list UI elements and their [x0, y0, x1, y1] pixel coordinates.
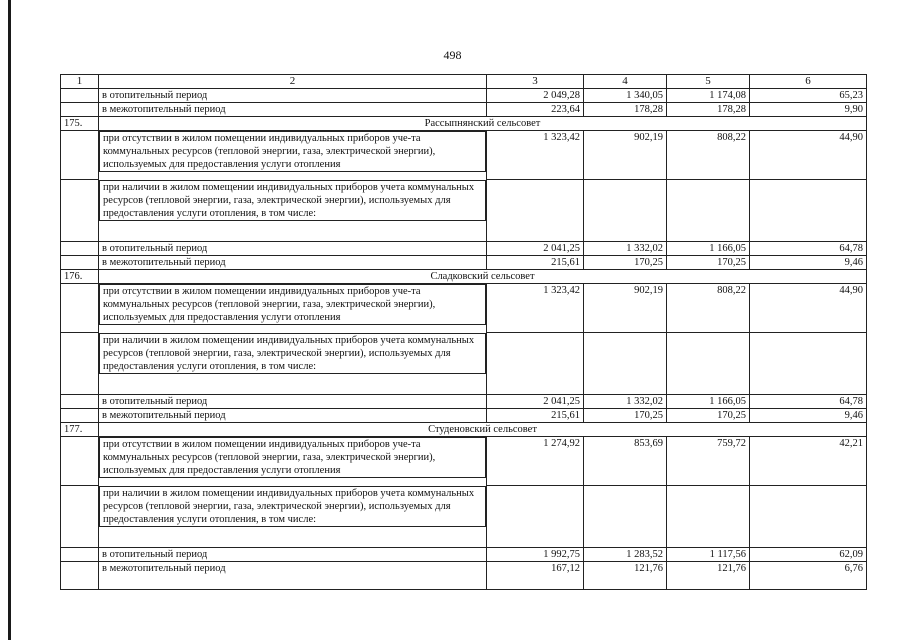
row-index-cell	[61, 131, 99, 180]
value-col-6	[750, 486, 867, 548]
table-row	[61, 180, 867, 242]
table-row	[61, 284, 867, 333]
table-row	[61, 486, 867, 548]
header-col-3: 3	[487, 75, 584, 89]
header-col-5: 5	[667, 75, 750, 89]
row-index-cell	[61, 89, 99, 103]
row-index-cell	[61, 284, 99, 333]
settlement-name: Рассыпнянский сельсовет	[99, 117, 867, 131]
value-col-4	[584, 180, 667, 242]
value-col-3	[487, 333, 584, 395]
table-row	[61, 437, 867, 486]
value-col-4: 121,76	[584, 562, 667, 590]
value-col-6: 42,21	[750, 437, 867, 486]
row-label: в межотопительный период	[99, 562, 487, 590]
table-row	[61, 270, 867, 284]
value-col-5: 808,22	[667, 284, 750, 333]
value-col-4: 853,69	[584, 437, 667, 486]
header-col-2: 2	[99, 75, 487, 89]
value-col-3: 223,64	[487, 103, 584, 117]
value-col-6: 65,23	[750, 89, 867, 103]
value-col-3: 215,61	[487, 256, 584, 270]
value-col-5	[667, 486, 750, 548]
scan-edge-line	[8, 0, 11, 640]
table-row	[61, 562, 867, 590]
value-col-3: 167,12	[487, 562, 584, 590]
value-col-5: 1 117,56	[667, 548, 750, 562]
value-col-6	[750, 333, 867, 395]
value-col-6: 9,90	[750, 103, 867, 117]
value-col-5	[667, 333, 750, 395]
value-col-3: 2 049,28	[487, 89, 584, 103]
settlement-name: Студеновский сельсовет	[99, 423, 867, 437]
row-index-cell	[61, 548, 99, 562]
table-row	[61, 333, 867, 395]
row-label: в межотопительный период	[99, 409, 487, 423]
value-col-6: 44,90	[750, 131, 867, 180]
value-col-3: 1 323,42	[487, 131, 584, 180]
row-index-cell	[61, 437, 99, 486]
value-col-3: 1 274,92	[487, 437, 584, 486]
header-col-6: 6	[750, 75, 867, 89]
value-col-3	[487, 486, 584, 548]
page-number: 498	[443, 48, 462, 62]
value-col-4: 902,19	[584, 131, 667, 180]
row-index-cell	[61, 395, 99, 409]
value-col-4: 1 340,05	[584, 89, 667, 103]
value-col-6: 64,78	[750, 395, 867, 409]
value-col-4: 170,25	[584, 409, 667, 423]
row-description: при наличии в жилом помещении индивидуальных приборов учета коммунальных ресурсов (тепловой энергии, газа, электрической энергии), используемых для предоставления услуги отопления, в том числе:	[99, 486, 486, 527]
value-col-4: 902,19	[584, 284, 667, 333]
table-row	[61, 242, 867, 256]
value-col-3: 1 992,75	[487, 548, 584, 562]
value-col-3: 2 041,25	[487, 395, 584, 409]
row-description: при отсутствии в жилом помещении индивидуальных приборов уче-та коммунальных ресурсов (тепловой энергии, газа, электрической энергии), используемых для предоставления услуги отопления	[99, 437, 486, 478]
value-col-5: 1 174,08	[667, 89, 750, 103]
row-description: при наличии в жилом помещении индивидуальных приборов учета коммунальных ресурсов (тепловой энергии, газа, электрической энергии), используемых для предоставления услуги отопления, в том числе:	[99, 180, 486, 221]
row-index: 177.	[61, 423, 99, 437]
row-index-cell	[61, 333, 99, 395]
value-col-5: 121,76	[667, 562, 750, 590]
value-col-4: 1 332,02	[584, 242, 667, 256]
table-row	[61, 256, 867, 270]
table-header	[61, 75, 867, 89]
row-index-cell	[61, 409, 99, 423]
value-col-4: 178,28	[584, 103, 667, 117]
value-col-5: 178,28	[667, 103, 750, 117]
value-col-6: 62,09	[750, 548, 867, 562]
settlement-name: Сладковский сельсовет	[99, 270, 867, 284]
value-col-4	[584, 486, 667, 548]
table-body	[61, 89, 867, 590]
row-index: 175.	[61, 117, 99, 131]
value-col-6: 9,46	[750, 256, 867, 270]
table-row	[61, 548, 867, 562]
table-row	[61, 89, 867, 103]
header-col-4: 4	[584, 75, 667, 89]
row-description: при отсутствии в жилом помещении индивидуальных приборов уче-та коммунальных ресурсов (тепловой энергии, газа, электрической энергии), используемых для предоставления услуги отопления	[99, 131, 486, 172]
value-col-4: 170,25	[584, 256, 667, 270]
table-row	[61, 103, 867, 117]
value-col-6: 64,78	[750, 242, 867, 256]
table-row	[61, 423, 867, 437]
row-description: при отсутствии в жилом помещении индивидуальных приборов уче-та коммунальных ресурсов (тепловой энергии, газа, электрической энергии), используемых для предоставления услуги отопления	[99, 284, 486, 325]
table-row	[61, 409, 867, 423]
row-label: в межотопительный период	[99, 256, 487, 270]
value-col-6	[750, 180, 867, 242]
value-col-3: 1 323,42	[487, 284, 584, 333]
value-col-5: 808,22	[667, 131, 750, 180]
row-label: в отопительный период	[99, 395, 487, 409]
row-index: 176.	[61, 270, 99, 284]
tariff-table	[60, 74, 867, 590]
value-col-5	[667, 180, 750, 242]
value-col-5: 1 166,05	[667, 395, 750, 409]
row-label: в отопительный период	[99, 548, 487, 562]
header-col-1: 1	[61, 75, 99, 89]
value-col-5: 759,72	[667, 437, 750, 486]
row-index-cell	[61, 256, 99, 270]
value-col-3: 215,61	[487, 409, 584, 423]
table-row	[61, 395, 867, 409]
row-description: при наличии в жилом помещении индивидуальных приборов учета коммунальных ресурсов (тепловой энергии, газа, электрической энергии), используемых для предоставления услуги отопления, в том числе:	[99, 333, 486, 374]
value-col-3	[487, 180, 584, 242]
value-col-3: 2 041,25	[487, 242, 584, 256]
value-col-5: 170,25	[667, 409, 750, 423]
row-label: в отопительный период	[99, 242, 487, 256]
row-label: в межотопительный период	[99, 103, 487, 117]
row-label: в отопительный период	[99, 89, 487, 103]
row-index-cell	[61, 180, 99, 242]
table-row	[61, 117, 867, 131]
value-col-4: 1 332,02	[584, 395, 667, 409]
row-index-cell	[61, 242, 99, 256]
value-col-6: 9,46	[750, 409, 867, 423]
value-col-6: 44,90	[750, 284, 867, 333]
table-row	[61, 131, 867, 180]
value-col-6: 6,76	[750, 562, 867, 590]
value-col-5: 1 166,05	[667, 242, 750, 256]
value-col-5: 170,25	[667, 256, 750, 270]
row-index-cell	[61, 486, 99, 548]
row-index-cell	[61, 562, 99, 590]
value-col-4: 1 283,52	[584, 548, 667, 562]
row-index-cell	[61, 103, 99, 117]
value-col-4	[584, 333, 667, 395]
